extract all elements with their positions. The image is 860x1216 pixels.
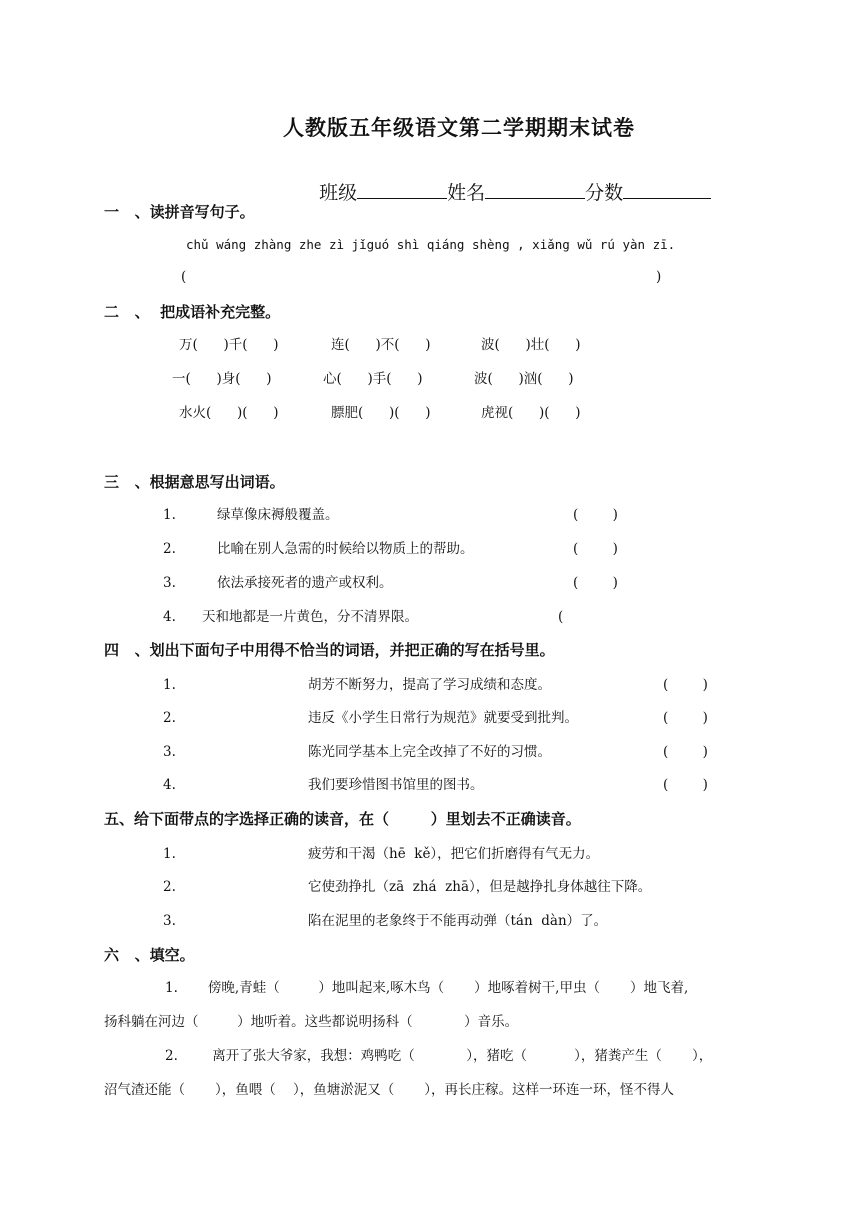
- item-number: 4.: [163, 777, 176, 793]
- answer-parens[interactable]: (: [558, 609, 564, 625]
- item-number: 1.: [163, 677, 176, 693]
- idiom-item: 波( )壮( ): [481, 337, 581, 353]
- item-text: 陷在泥里的老象终于不能再动弹（tán dàn）了。: [308, 913, 608, 929]
- item-text: 我们要珍惜图书馆里的图书。: [308, 777, 484, 793]
- item-number: 1.: [163, 507, 176, 523]
- class-blank[interactable]: [357, 182, 447, 199]
- item-text: 它使劲挣扎（zā zhá zhā），但是越挣扎身体越往下降。: [308, 879, 652, 895]
- item-number: 3.: [163, 913, 176, 929]
- fill-in-paragraph-2-line-2: 沼气渣还能（ ），鱼喂（ ），鱼塘淤泥又（ ），再长庄稼。这样一环连一环，怪不得人: [104, 1082, 674, 1098]
- item-number: 3.: [163, 575, 176, 591]
- section-5-heading: 五、给下面带点的字选择正确的读音，在（ ）里划去不正确读音。: [104, 810, 581, 828]
- item-text: 疲劳和干渴（hē kě），把它们折磨得有气无力。: [308, 846, 600, 862]
- name-blank[interactable]: [485, 182, 585, 199]
- fill-in-paragraph-1-line-1: 1. 傍晚,青蛙（ ）地叫起来,啄木鸟（ ）地啄着树干,甲虫（ ）地飞着,: [165, 980, 689, 996]
- idiom-item: 连( )不( ): [331, 337, 431, 353]
- section-1-pinyin: chǔ wáng zhàng zhe zì jǐguó shì qiáng shèng , xiǎng wǔ rú yàn zī.: [186, 237, 676, 252]
- idiom-item: 一( )身( ): [172, 371, 272, 387]
- idiom-item: 虎视( )( ): [481, 405, 581, 421]
- answer-parens[interactable]: ( ): [573, 541, 618, 557]
- item-number: 2.: [163, 541, 176, 557]
- answer-parens[interactable]: ( ): [663, 677, 708, 693]
- item-number: 2.: [163, 710, 176, 726]
- fill-in-paragraph-1-line-2: 扬科躺在河边（ ）地听着。这些都说明扬科（ ）音乐。: [104, 1014, 519, 1030]
- item-number: 4.: [163, 609, 176, 625]
- item-number: 2.: [163, 879, 176, 895]
- section-1-answer-area[interactable]: [190, 268, 650, 288]
- item-text: 比喻在别人急需的时候给以物质上的帮助。: [217, 541, 474, 557]
- answer-parens[interactable]: ( ): [663, 744, 708, 760]
- answer-parens[interactable]: ( ): [663, 777, 708, 793]
- score-blank[interactable]: [623, 182, 711, 199]
- section-1-blank-open: (: [181, 269, 187, 285]
- name-label: 姓名: [447, 182, 486, 204]
- section-6-heading: 六 、填空。: [104, 946, 195, 964]
- section-1-blank-close: ): [656, 269, 662, 285]
- fill-in-paragraph-2-line-1: 2. 离开了张大爷家，我想：鸡鸭吃（ ），猪吃（ ），猪粪产生（ ），: [165, 1048, 713, 1064]
- item-text: 胡芳不断努力，提高了学习成绩和态度。: [308, 677, 551, 693]
- section-1-heading: 一 、读拼音写句子。: [104, 203, 255, 221]
- section-3-heading: 三 、根据意思写出词语。: [104, 473, 285, 491]
- item-text: 绿草像床褥般覆盖。: [217, 507, 339, 523]
- idiom-item: 心( )手( ): [323, 371, 423, 387]
- answer-parens[interactable]: ( ): [663, 710, 708, 726]
- idiom-item: 波( )汹( ): [474, 371, 574, 387]
- item-text: 陈光同学基本上完全改掉了不好的习惯。: [308, 744, 551, 760]
- section-4-heading: 四 、划出下面句子中用得不恰当的词语，并把正确的写在括号里。: [104, 641, 555, 659]
- answer-parens[interactable]: ( ): [573, 507, 618, 523]
- section-2-heading: 二 、 把成语补充完整。: [104, 303, 281, 321]
- student-info-line: [307, 163, 711, 203]
- item-text: 天和地都是一片黄色，分不清界限。: [202, 609, 418, 625]
- score-label: 分数: [585, 182, 624, 204]
- answer-parens[interactable]: ( ): [573, 575, 618, 591]
- idiom-item: 万( )千( ): [179, 337, 279, 353]
- item-number: 1.: [163, 846, 176, 862]
- class-label: 班级: [319, 182, 358, 204]
- item-number: 3.: [163, 744, 176, 760]
- item-text: 依法承接死者的遗产或权利。: [217, 575, 393, 591]
- idiom-item: 膘肥( )( ): [331, 405, 431, 421]
- page-title: 人教版五年级语文第二学期期末试卷: [283, 115, 635, 140]
- item-text: 违反《小学生日常行为规范》就要受到批判。: [308, 710, 578, 726]
- idiom-item: 水火( )( ): [179, 405, 279, 421]
